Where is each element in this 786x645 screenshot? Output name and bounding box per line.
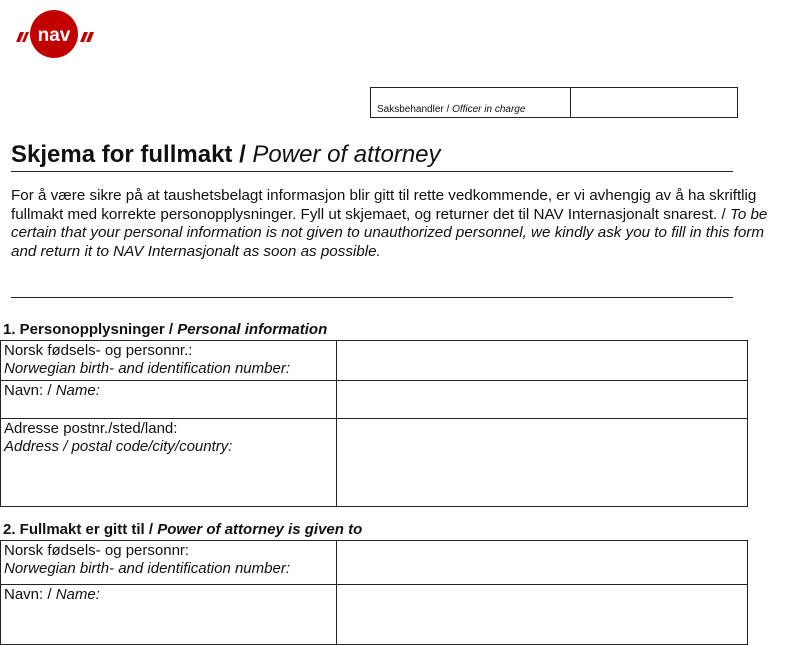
label-en: Name:: [55, 586, 100, 603]
officer-in-charge-label: [371, 88, 571, 117]
officer-label-en: Officer in charge: [452, 104, 526, 115]
field-label: [1, 585, 337, 645]
label-no: Navn: /: [4, 586, 52, 603]
attorney-birth-id-number-field[interactable]: [337, 541, 748, 585]
table-row: [1, 541, 748, 585]
table-row: [1, 341, 748, 381]
nav-logo-graphic: [14, 8, 106, 60]
section2-heading: [3, 521, 362, 538]
nav-logo-text: nav: [37, 25, 71, 46]
divider: [11, 297, 733, 298]
personal-info-table: [0, 340, 748, 507]
attorney-name-field[interactable]: [337, 585, 748, 645]
name-field[interactable]: [337, 381, 748, 419]
field-label: [1, 341, 337, 381]
title-en: Power of attorney: [252, 141, 441, 168]
section2-heading-en: Power of attorney is given to: [157, 521, 363, 538]
attorney-table: [0, 540, 748, 645]
officer-label-no: Saksbehandler /: [377, 104, 450, 115]
section1-heading: [3, 321, 327, 338]
page-title: [11, 141, 733, 172]
field-label: [1, 541, 337, 585]
label-en: Norwegian birth- and identification number:: [4, 360, 290, 377]
address-field[interactable]: [337, 419, 748, 507]
birth-id-number-field[interactable]: [337, 341, 748, 381]
intro-no: For å være sikre på at taushetsbelagt informasjon blir gitt til rette vedkommende, er vi avhengig av å ha skriftlig fullmakt med korrekte personopplysninger. Fyll ut skjemaet, og returner det til NAV Internasjonalt snarest. /: [11, 187, 757, 223]
intro-text: [11, 187, 781, 261]
officer-in-charge-field[interactable]: [571, 88, 737, 117]
officer-in-charge-box: [370, 87, 738, 118]
table-row: [1, 381, 748, 419]
section2-heading-no: 2. Fullmakt er gitt til /: [3, 521, 154, 538]
label-no: Norsk fødsels- og personnr.:: [4, 342, 193, 359]
field-label: [1, 381, 337, 419]
label-en: Address / postal code/city/country:: [4, 438, 233, 455]
label-en: Name:: [55, 382, 100, 399]
table-row: [1, 419, 748, 507]
section1-heading-no: 1. Personopplysninger /: [3, 321, 174, 338]
section1-heading-en: Personal information: [177, 321, 328, 338]
label-no: Adresse postnr./sted/land:: [4, 420, 178, 437]
table-row: [1, 585, 748, 645]
label-en: Norwegian birth- and identification number:: [4, 560, 290, 577]
label-no: Norsk fødsels- og personnr:: [4, 542, 190, 559]
label-no: Navn: /: [4, 382, 52, 399]
field-label: [1, 419, 337, 507]
title-no: Skjema for fullmakt /: [11, 141, 246, 168]
nav-logo: [14, 8, 106, 60]
intro-en: To be certain that your personal information is not given to unauthorized personnel, we kindly ask you to fill in this form and return it to NAV Internasjonalt as soon as possible.: [11, 205, 768, 260]
